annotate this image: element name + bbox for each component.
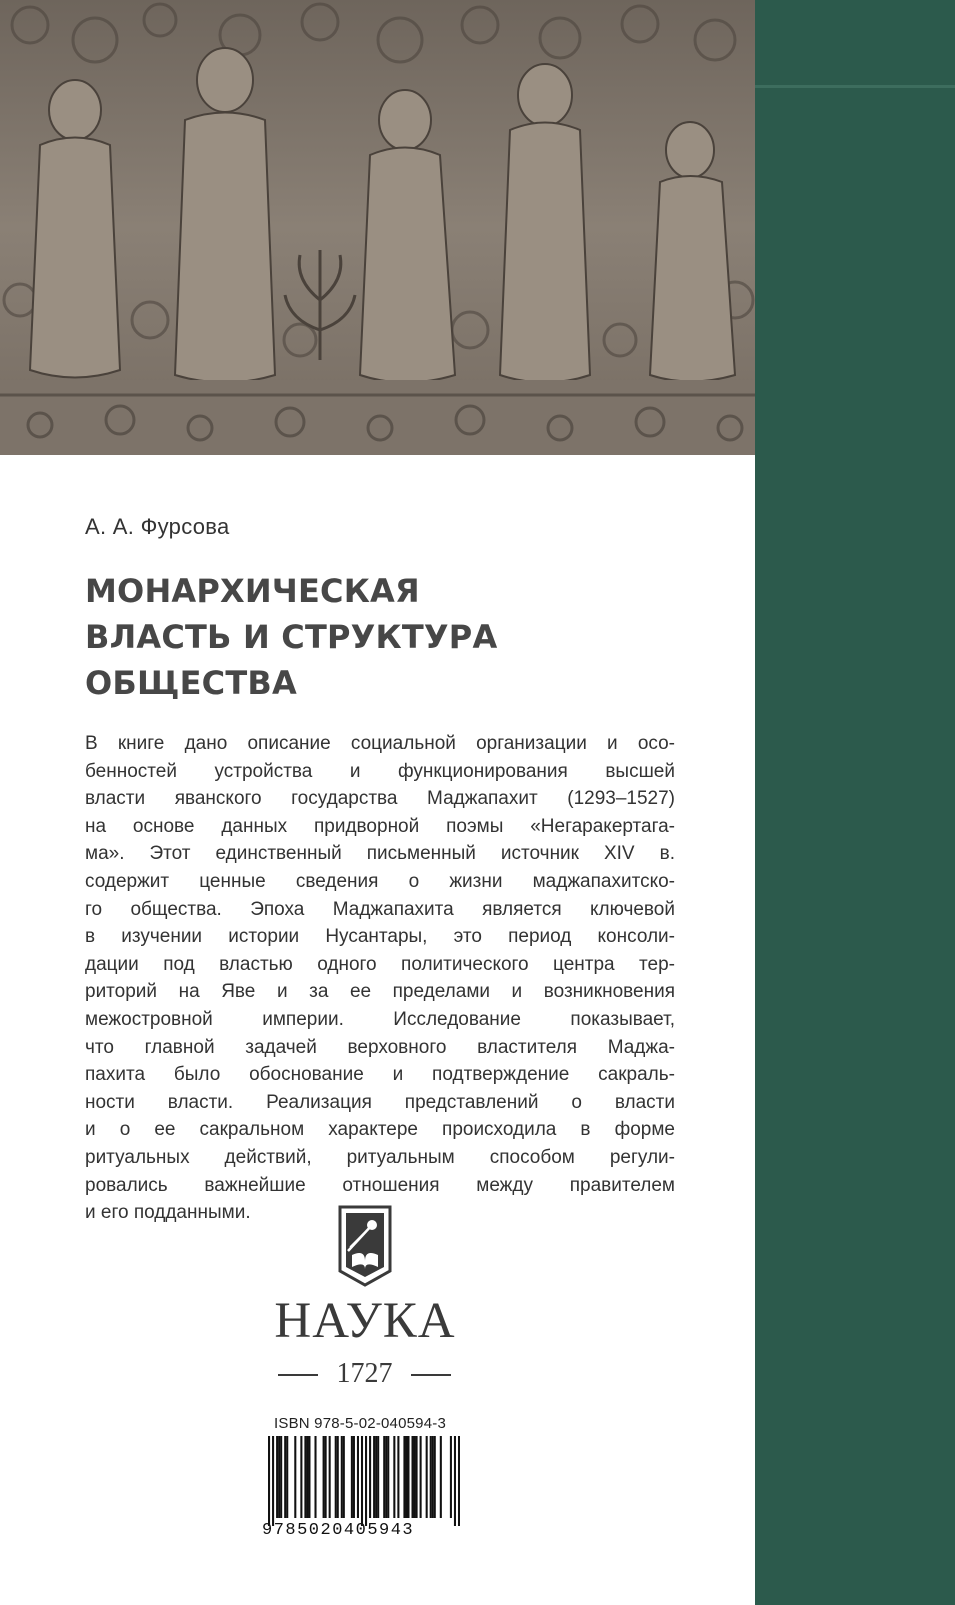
barcode-bar	[430, 1436, 432, 1518]
barcode-bar	[306, 1436, 308, 1518]
barcode-bar	[454, 1436, 456, 1526]
barcode-bar	[458, 1436, 460, 1526]
barcode-bar	[397, 1436, 399, 1518]
barcode-bar	[351, 1436, 353, 1518]
annotation-line: В книге дано описание социальной организации и осо-	[85, 733, 675, 754]
barcode-bar	[300, 1436, 302, 1518]
barcode-bar	[365, 1436, 367, 1526]
annotation-line: риторий на Яве и за ее пределами и возникновения	[85, 981, 675, 1003]
barcode-bar	[272, 1436, 274, 1526]
barcode-bar	[407, 1436, 409, 1518]
annotation-line: го общества. Эпоха Маджапахита является ключевой	[85, 898, 675, 920]
isbn-number: ISBN 978-5-02-040594-3	[274, 1415, 447, 1432]
barcode-bar	[357, 1436, 359, 1518]
barcode-bar	[411, 1436, 413, 1518]
title-line: ОБЩЕСТВА	[85, 664, 297, 702]
annotation-line: и о ее сакральном характере происходила в форме	[85, 1119, 675, 1141]
barcode-bar	[420, 1436, 422, 1518]
barcode-bars	[268, 1436, 460, 1526]
book-title	[85, 568, 685, 706]
band-divider-line	[755, 85, 955, 88]
annotation-line: межостровной империи. Исследование показывает,	[85, 1008, 675, 1030]
barcode-bar	[387, 1436, 389, 1518]
barcode-bar	[343, 1436, 345, 1518]
green-side-band	[755, 0, 955, 1605]
publisher-founded-year	[278, 1358, 451, 1392]
barcode-digits: 9785020405943	[262, 1521, 415, 1540]
annotation-line: в изучении истории Нусантары, это период консоли-	[85, 926, 675, 948]
barcode-bar	[426, 1436, 428, 1518]
barcode-bar	[405, 1436, 407, 1518]
barcode	[268, 1436, 460, 1526]
barcode-bar	[383, 1436, 385, 1518]
annotation-line: содержит ценные сведения о жизни маджапахитско-	[85, 870, 675, 892]
barcode-bar	[361, 1436, 363, 1526]
barcode-bar	[375, 1436, 377, 1518]
barcode-bar	[414, 1436, 416, 1518]
annotation-line: ности власти. Реализация представлений о власти	[85, 1091, 675, 1113]
barcode-bar	[403, 1436, 405, 1518]
barcode-bar	[440, 1436, 442, 1518]
annotation-line: на основе данных придворной поэмы «Негаракертага-	[85, 815, 675, 837]
barcode-bar	[377, 1436, 379, 1518]
nauka-book-icon	[338, 1205, 392, 1287]
barcode-bar	[278, 1436, 280, 1518]
barcode-bar	[280, 1436, 282, 1518]
barcode-bar	[369, 1436, 371, 1518]
author-name: А. А. Фурсова	[85, 514, 230, 539]
annotation-line: власти яванского государства Маджапахит (1293–1527)	[85, 788, 675, 810]
barcode-bar	[434, 1436, 436, 1518]
barcode-bar	[341, 1436, 343, 1518]
annotation-line: ровались важнейшие отношения между правителем	[85, 1174, 675, 1196]
barcode-bar	[323, 1436, 325, 1518]
barcode-bar	[337, 1436, 339, 1518]
barcode-bar	[385, 1436, 387, 1518]
barcode-bar	[268, 1436, 270, 1526]
barcode-bar	[304, 1436, 306, 1518]
annotation-line: и его подданными.	[85, 1202, 251, 1224]
barcode-bar	[325, 1436, 327, 1518]
year-text: 1727	[336, 1358, 393, 1389]
barcode-bar	[276, 1436, 278, 1518]
barcode-bar	[286, 1436, 288, 1518]
barcode-bar	[353, 1436, 355, 1518]
annotation-line: что главной задачей верховного властителя Маджа-	[85, 1036, 675, 1058]
annotation-line: ритуальных действий, ритуальным способом регули-	[85, 1146, 675, 1168]
barcode-bar	[335, 1436, 337, 1518]
title-line: МОНАРХИЧЕСКАЯ	[85, 572, 420, 610]
barcode-bar	[393, 1436, 395, 1518]
barcode-bar	[373, 1436, 375, 1518]
annotation-line: дации под властью одного политического центра тер-	[85, 953, 675, 975]
barcode-bar	[432, 1436, 434, 1518]
barcode-bar	[284, 1436, 286, 1518]
barcode-bar	[294, 1436, 296, 1518]
relief-illustration	[0, 0, 755, 455]
stone-relief-photo	[0, 0, 755, 455]
title-line: ВЛАСТЬ И СТРУКТУРА	[85, 618, 498, 656]
barcode-bar	[329, 1436, 331, 1518]
publisher-name: НАУКА	[274, 1293, 456, 1349]
book-annotation	[85, 730, 675, 1227]
barcode-bar	[308, 1436, 310, 1518]
annotation-line: бенностей устройства и функционирования высшей	[85, 760, 675, 782]
barcode-bar	[314, 1436, 316, 1518]
barcode-bar	[416, 1436, 418, 1518]
annotation-line: пахита было обоснование и подтверждение сакраль-	[85, 1064, 675, 1086]
annotation-line: ма». Этот единственный письменный источник XIV в.	[85, 843, 675, 865]
barcode-bar	[450, 1436, 452, 1518]
year-dash-right	[411, 1374, 451, 1376]
